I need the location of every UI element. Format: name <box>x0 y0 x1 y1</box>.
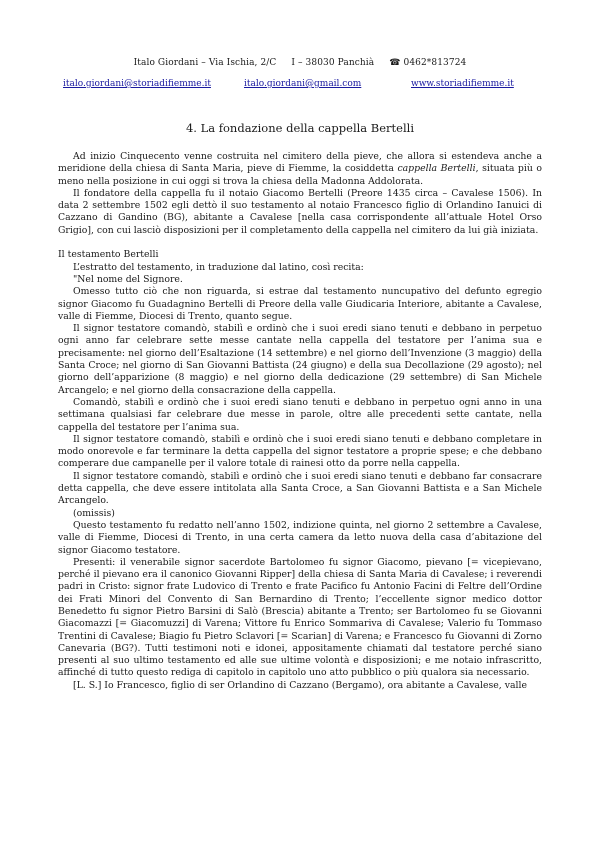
letterhead-contact-line <box>0 58 600 68</box>
website-link[interactable]: www.storiadifiemme.it <box>411 79 514 89</box>
body-paragraph: Presenti: il venerabile signor sacerdote Bartolomeo fu signor Giacomo, pievano [= vicepievano, perché il pievano era il canonico Giovanni Ripper] della chiesa di Santa Maria di Cavalese; i reverendi padri in Cristo: signor frate Ludovico di Trento e frate Pacifico fu Antonio Facini di Feltre dell’Ordine dei Frati Minori del Convento di San Bernardino di Trento; l’eccellente signor medico dottor Benedetto fu signor Pietro Barsini di Salò (Brescia) abitante a Trento; ser Bartolomeo fu se Giovanni Giacomazzi [= Giacomuzzi] di Varena; Vittore fu Enrico Sommariva di Cavalese; Valerio fu Tommaso Trentini di Cavalese; Biagio fu Pietro Sclavori [= Scarian] di Varena; e Francesco fu Giovanni di Zorno Canevaria (BG?). Tutti testimoni noti e idonei, appositamente chiamati dal testatore perché siano presenti al suo ultimo testamento ed alle sue ultime volontà e disposizioni; e me notaio infrascritto, affinché di tutto questo rediga di capitolo in capitolo uno atto pubblico o più qualora sia necessario. <box>58 556 542 679</box>
body-paragraph: Questo testamento fu redatto nell’anno 1502, indizione quinta, nel giorno 2 settembre a Cavalese, valle di Fiemme, Diocesi di Trento, in una certa camera da letto nuova della casa d’abitazione del signor Giacomo testatore. <box>58 519 542 556</box>
body-paragraph: Il signor testatore comandò, stabilì e ordinò che i suoi eredi siano tenuti e debbano completare in modo onorevole e far terminare la detta cappella del signor testatore a proprie spese; e che debbano comperare due campanelle per il valore totale di rainesi otto da porre nella cappella. <box>58 433 542 470</box>
author-phone: ☎ 0462*813724 <box>389 58 467 68</box>
author-city: I – 38030 Panchià <box>291 58 375 68</box>
document-body <box>58 151 542 692</box>
body-paragraph: "Nel nome del Signore. <box>73 273 183 285</box>
section-heading: Il testamento Bertelli <box>58 249 159 261</box>
body-paragraph: Il signor testatore comandò, stabilì e ordinò che i suoi eredi siano tenuti e debbano far consacrare detta cappella, che deve essere intitolata alla Santa Croce, a San Giovanni Battista e a San Michele Arcangelo. <box>58 470 542 507</box>
body-paragraph: L’estratto del testamento, in traduzione dal latino, così recita: <box>73 261 364 273</box>
author-address: Italo Giordani – Via Ischia, 2/C <box>133 58 277 68</box>
intro-paragraph-1: Ad inizio Cinquecento venne costruita nel cimitero della pieve, che allora si estendeva anche a meridione della chiesa di Santa Maria, pieve di Fiemme, la cosiddetta cappella Bertelli, situata più o meno nella posizione in cui oggi si trova la chiesa della Madonna Addolorata. <box>58 151 542 187</box>
body-paragraph: Omesso tutto ciò che non riguarda, si estrae dal testamento nuncupativo del defunto egregio signor Giacomo fu Guadagnino Bertelli di Preore della valle Giudicaria Interiore, abitante a Cavalese, valle di Fiemme, Diocesi di Trento, quanto segue. <box>58 286 542 322</box>
email-link-gmail[interactable]: italo.giordani@gmail.com <box>244 79 362 89</box>
intro-paragraph-2: Il fondatore della cappella fu il notaio Giacomo Bertelli (Preore 1435 circa – Cavalese 1506). In data 2 settembre 1502 egli dettò il suo testamento al notaio Francesco figlio di Orlandino Ianuici di Cazzano di Gandino (BG), abitante a Cavalese [nella casa corrispondente all’attuale Hotel Orso Grigio], con cui lasciò disposizioni per il completamento della cappella nel cimitero da lui già iniziata. <box>58 187 542 236</box>
body-paragraph: [L. S.] Io Francesco, figlio di ser Orlandino di Cazzano (Bergamo), ora abitante a Cavalese, valle <box>73 679 527 691</box>
email-link-storiadifiemme[interactable]: italo.giordani@storiadifiemme.it <box>63 79 211 89</box>
body-paragraph: Comandò, stabilì e ordinò che i suoi eredi siano tenuti e debbano in perpetuo ogni anno in una settimana qualsiasi far celebrare due messe in parole, oltre alle precedenti sette cantate, nella cappella del testatore per l’anima sua. <box>58 396 542 433</box>
emphasis-cappella-bertelli: cappella Bertelli <box>397 163 476 175</box>
chapter-title: 4. La fondazione della cappella Bertelli <box>185 121 415 135</box>
body-paragraph: (omissis) <box>73 507 115 519</box>
body-paragraph: Il signor testatore comandò, stabilì e ordinò che i suoi eredi siano tenuti e debbano in perpetuo ogni anno far celebrare sette messe cantate nella cappella del testatore per l’anima sua e precisamente: nel giorno dell’Esaltazione (14 settembre) e nel giorno dell’Invenzione (3 maggio) della Santa Croce; nel giorno di San Giovanni Battista (24 giugno) e della sua Decollazione (29 agosto); nel giorno dell’apparizione (8 maggio) e nel giorno della dedicazione (29 settembre) di San Michele Arcangelo; e nel giorno della consacrazione della cappella. <box>58 323 542 396</box>
